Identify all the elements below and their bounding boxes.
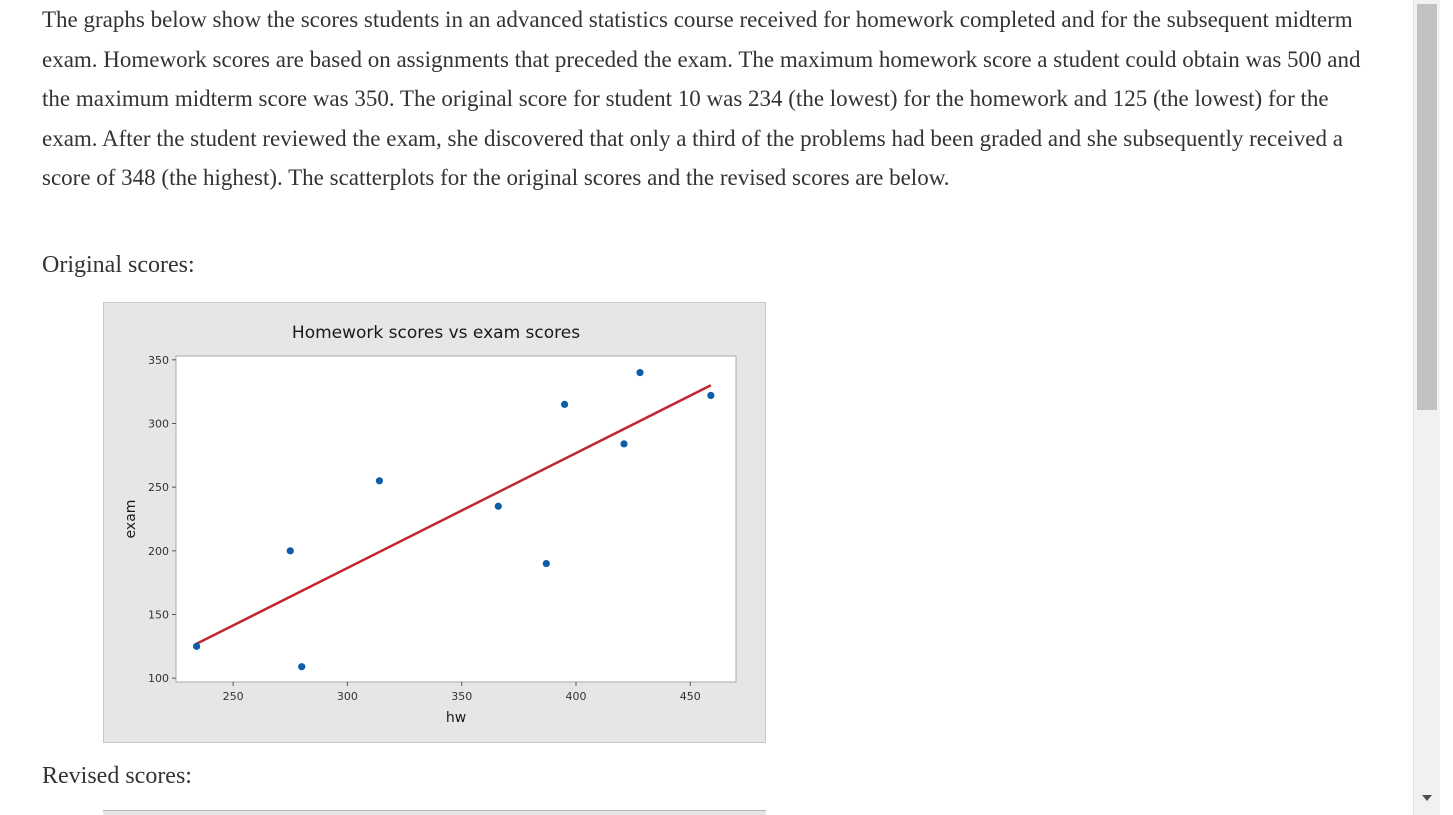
data-point xyxy=(495,503,502,510)
x-tick-label: 450 xyxy=(679,690,701,703)
data-point xyxy=(561,401,568,408)
y-axis-label: exam xyxy=(123,499,139,539)
data-point xyxy=(636,369,643,376)
chart-title: Homework scores vs exam scores xyxy=(291,323,581,343)
plot-area xyxy=(176,356,736,682)
data-point xyxy=(376,477,383,484)
x-axis-label: hw xyxy=(445,710,467,726)
y-tick-label: 100 xyxy=(148,672,169,686)
question-content xyxy=(42,0,1382,198)
revised-scores-label: Revised scores: xyxy=(42,763,192,789)
data-point xyxy=(298,663,305,670)
original-scatterplot xyxy=(103,302,766,743)
x-tick-label: 350 xyxy=(451,690,473,703)
data-point xyxy=(707,392,714,399)
data-point xyxy=(543,560,550,567)
revised-scatterplot-partial xyxy=(103,810,766,815)
scroll-down-arrow-icon[interactable] xyxy=(1422,795,1432,801)
y-tick-label: 150 xyxy=(148,608,169,622)
scrollbar-thumb[interactable] xyxy=(1417,4,1437,410)
intro-paragraph: The graphs below show the scores students in an advanced statistics course received for homework completed and for the subsequent midterm exam. Homework scores are based on assignments that preceded the exam. The maximum homework score a student could obtain was 500 and the maximum midterm score was 350. The original score for student 10 was 234 (the lowest) for the homework and 125 (the lowest) for the exam. After the student reviewed the exam, she discovered that only a third of the problems had been graded and she subsequently received a score of 348 (the highest). The scatterplots for the original scores and the revised scores are below. xyxy=(42,7,1361,190)
x-axis-ticks xyxy=(223,682,701,703)
original-scores-label: Original scores: xyxy=(42,252,195,278)
y-tick-label: 200 xyxy=(148,544,169,558)
y-tick-label: 250 xyxy=(148,481,169,495)
x-tick-label: 250 xyxy=(222,690,244,703)
data-point xyxy=(193,643,200,650)
x-tick-label: 400 xyxy=(565,690,587,703)
y-tick-label: 300 xyxy=(148,417,169,431)
y-tick-label: 350 xyxy=(148,353,169,367)
vertical-scrollbar[interactable] xyxy=(1413,0,1440,815)
data-point xyxy=(620,440,627,447)
x-tick-label: 300 xyxy=(336,690,358,703)
scatterplot-svg xyxy=(104,303,767,744)
y-axis-ticks xyxy=(148,354,176,685)
data-point xyxy=(287,547,294,554)
